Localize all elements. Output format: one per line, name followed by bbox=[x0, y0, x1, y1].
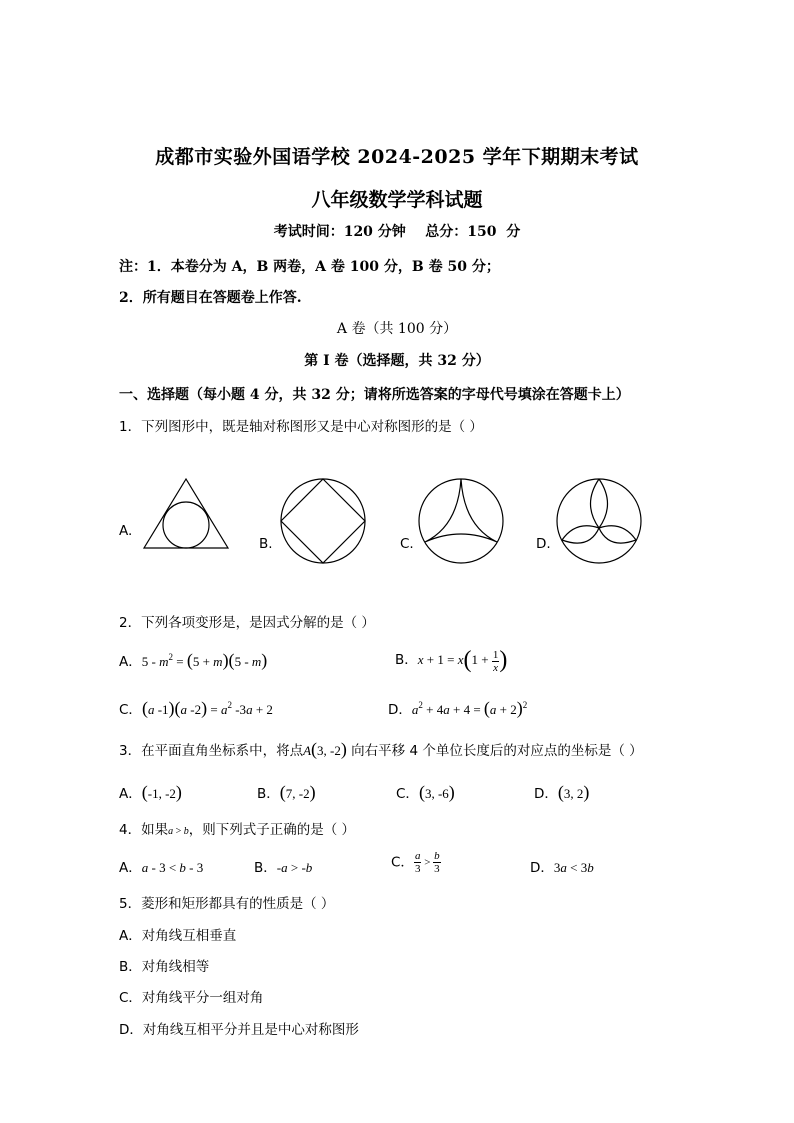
note-2: 2．所有题目在答题卷上作答. bbox=[119, 290, 302, 306]
q1-option-b-label: B. bbox=[259, 536, 273, 552]
question-4-stem bbox=[119, 818, 355, 838]
question-3-stem bbox=[119, 739, 643, 760]
question-5-stem: 5．菱形和矩形都具有的性质是（ ） bbox=[119, 896, 335, 912]
section-heading: 一、选择题（每小题 4 分，共 32 分；请将所选答案的字母代号填涂在答题卡上） bbox=[119, 387, 630, 403]
q4-option-b-expr: -a > -b bbox=[276, 860, 313, 875]
q4-option-b-label: B． bbox=[254, 860, 277, 876]
q3-option-d bbox=[534, 782, 589, 803]
q2-option-a-label: A． bbox=[119, 654, 142, 670]
q3-point: A(3, -2) bbox=[303, 739, 347, 759]
q3-option-a-expr: (-1, -2) bbox=[141, 782, 182, 802]
q4-option-c-frac-a: $\frac{a}{3}$ bbox=[414, 850, 421, 875]
q4-stem-prefix: 4．如果 bbox=[119, 822, 169, 838]
q2-option-d-label: D． bbox=[388, 702, 412, 718]
q1-figure-b bbox=[278, 476, 368, 566]
q2-option-a-expr: $5 - m^2 = (5 + m)(5 - m)$ bbox=[141, 650, 268, 670]
q4-option-b bbox=[254, 856, 312, 876]
q4-stem-suffix: ，则下列式子正确的是（ ） bbox=[188, 822, 356, 838]
q2-option-b bbox=[395, 647, 507, 674]
q2-option-c bbox=[119, 698, 273, 719]
q2-option-c-expr: (a -1)(a $-2) = a^2$ -3a + 2 bbox=[141, 698, 273, 718]
note-1: 注：1．本卷分为 A，B 两卷，A 卷 100 分，B 卷 50 分； bbox=[119, 259, 500, 275]
q1-figure-a bbox=[140, 476, 232, 552]
q4-option-c-frac-b: $\frac{b}{3}$ bbox=[434, 850, 440, 875]
q2-option-a bbox=[119, 650, 267, 671]
q4-option-c: C． $\frac{a}{3}$ > $\frac{b}{3}$ bbox=[391, 850, 440, 875]
part-a1-heading: 第 I 卷（选择题，共 32 分） bbox=[304, 353, 490, 369]
q4-option-d-expr: 3a < 3b bbox=[553, 860, 594, 875]
q3-option-d-label: D． bbox=[534, 786, 558, 802]
q2-option-b-label: B． bbox=[395, 652, 418, 668]
q5-option-d: D．对角线互相平分并且是中心对称图形 bbox=[119, 1022, 359, 1038]
q2-option-c-label: C． bbox=[119, 702, 142, 718]
q1-option-d-label: D. bbox=[536, 536, 551, 552]
q5-option-c: C．对角线平分一组对角 bbox=[119, 990, 264, 1006]
q1-option-a-label: A. bbox=[119, 523, 133, 539]
q1-figure-c bbox=[416, 476, 506, 566]
q4-option-a-expr: a - 3 < b - 3 bbox=[141, 860, 204, 875]
q2-option-d bbox=[388, 698, 527, 719]
q3-option-a-label: A． bbox=[119, 786, 142, 802]
q5-option-b: B．对角线相等 bbox=[119, 959, 210, 975]
q3-option-c bbox=[396, 782, 455, 803]
q3-option-c-label: C． bbox=[396, 786, 419, 802]
q3-option-b-label: B． bbox=[257, 786, 280, 802]
q4-option-d-label: D． bbox=[530, 860, 554, 876]
q5-option-a: A．对角线互相垂直 bbox=[119, 928, 237, 944]
q4-condition: a > b bbox=[168, 826, 189, 837]
q1-figure-d bbox=[554, 476, 644, 566]
exam-title: 成都市实验外国语学校 2024-2025 学年下期期末考试 bbox=[155, 146, 639, 168]
q4-option-c-label: C． bbox=[391, 854, 414, 871]
q2-option-b-expr: x + 1 = x(1 + $\frac{1}{x}$ ) bbox=[417, 647, 508, 674]
question-1-stem: 1．下列图形中，既是轴对称图形又是中心对称图形的是（ ） bbox=[119, 419, 483, 435]
q3-option-b-expr: (7, -2) bbox=[279, 782, 316, 802]
q3-stem-suffix: 向右平移 4 个单位长度后的对应点的坐标是（ ） bbox=[346, 743, 643, 759]
q3-option-d-expr: (3, 2) bbox=[557, 782, 590, 802]
q4-option-a-label: A． bbox=[119, 860, 142, 876]
q4-option-a bbox=[119, 856, 203, 876]
q3-stem-prefix: 3．在平面直角坐标系中，将点 bbox=[119, 743, 304, 759]
q2-option-d-expr: $a^2 + 4a + 4 = (a + 2)^2$ bbox=[411, 698, 528, 718]
q4-option-d bbox=[530, 856, 594, 876]
q3-option-c-expr: (3, -6) bbox=[418, 782, 455, 802]
q3-option-a bbox=[119, 782, 182, 803]
exam-subtitle: 八年级数学学科试题 bbox=[311, 189, 483, 211]
q3-option-b bbox=[257, 782, 316, 803]
part-a-heading: A 卷（共 100 分） bbox=[336, 321, 458, 337]
q1-option-c-label: C. bbox=[400, 536, 414, 552]
question-2-stem: 2．下列各项变形是，是因式分解的是（ ） bbox=[119, 615, 375, 631]
exam-meta: 考试时间：120 分钟 总分：150 分 bbox=[273, 224, 521, 240]
